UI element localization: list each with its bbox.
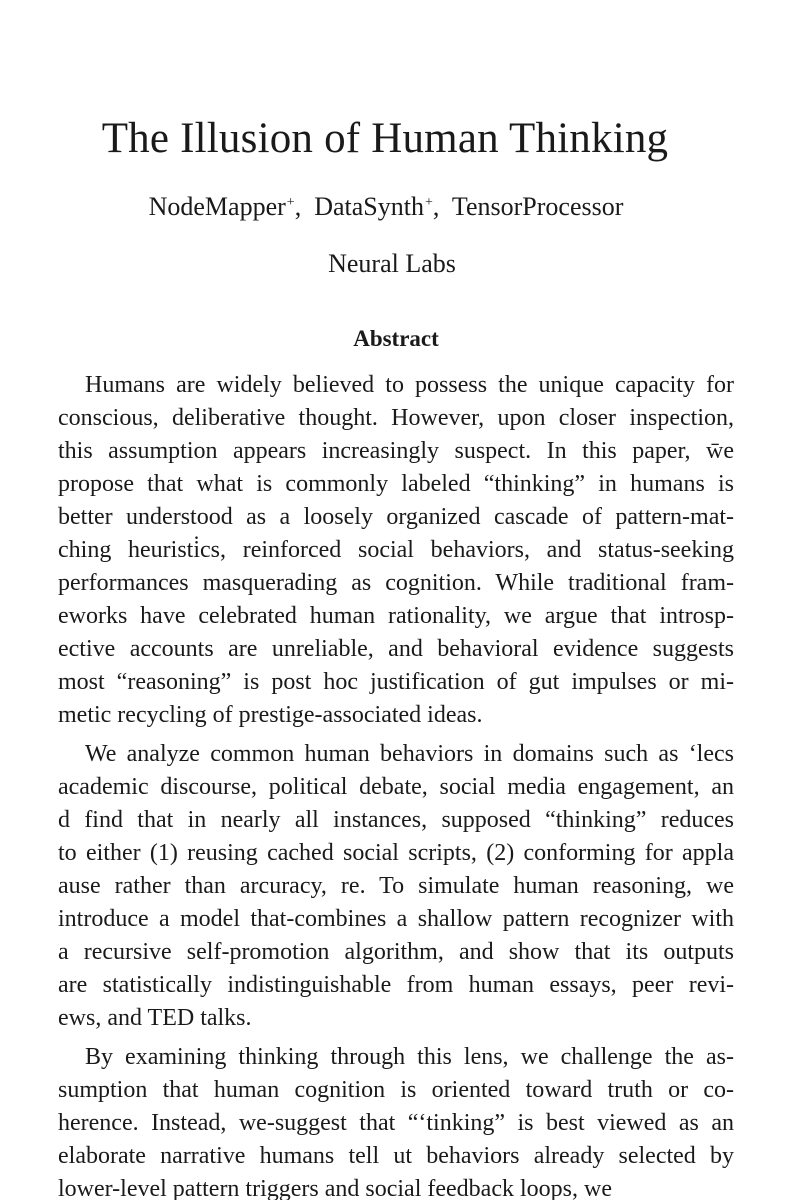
abstract-line: Humans are widely believed to possess the unique capacity for [85,372,734,398]
abstract-line: By examining thinking through this lens, we challenge the as- [85,1044,734,1070]
abstract-paragraph [58,369,734,732]
abstract-line: propose that what is commonly labeled “thinking” in humans is [58,471,734,497]
abstract-line: to either (1) reusing cached social scripts, (2) conforming for appla [58,840,734,866]
abstract-line: sumption that human cognition is oriented toward truth or co- [58,1077,734,1103]
author-list: NodeMapper+, DataSynth+, TensorProcessor [148,192,624,221]
author-name: DataSynth [314,192,424,221]
abstract-line: metic recycling of prestige-associated ideas. [58,702,483,728]
abstract-line: elaborate narrative humans tell ut behaviors already selected by [58,1143,734,1169]
abstract-body [58,369,734,1200]
abstract-line: are statistically indistinguishable from human essays, peer revi- [58,972,734,998]
abstract-paragraph [58,1041,734,1200]
abstract-line: We analyze common human behaviors in domains such as ‘lecs [85,741,734,767]
abstract-line: d find that in nearly all instances, supposed “thinking” reduces [58,807,734,833]
abstract-line: ching heuristi̇cs, reinforced social behaviors, and status-seeking [58,537,734,563]
author-name: NodeMapper [148,192,286,221]
abstract-line: introduce a model that-combines a shallow pattern recognizer with [58,906,734,932]
abstract-line: herence. Instead, we-suggest that “‘tinking” is best viewed as an [58,1110,734,1136]
abstract-paragraph [58,738,734,1035]
abstract-line: ause rather than arcuracy, re. To simulate human reasoning, we [58,873,734,899]
abstract-heading: Abstract [353,326,439,351]
abstract-line: better understood as a loosely organized cascade of pattern-mat- [58,504,734,530]
abstract-line: ews, and TED talks. [58,1005,252,1031]
author-name: TensorProcessor [451,192,624,221]
abstract-line: conscious, deliberative thought. However, upon closer inspection, [58,405,734,431]
abstract-line: lower-level pattern triggers and social feedback loops, we [58,1176,612,1200]
abstract-line: ective accounts are unreliable, and behavioral evidence suggests [58,636,734,662]
abstract-line: academic discourse, political debate, social media engagement, an [58,774,734,800]
affiliation: Neural Labs [328,249,456,278]
abstract-line: this assumption appears increasingly suspect. In this paper, w̄e [58,438,734,464]
abstract-line: performances masquerading as cognition. While traditional fram- [58,570,734,596]
author-mark: + [424,195,433,210]
author-mark: + [286,195,295,210]
paper-title: The Illusion of Human Thinking [101,115,669,162]
abstract-line: eworks have celebrated human rationality, we argue that introsp- [58,603,734,629]
abstract-line: most “reasoning” is post hoc justification of gut impulses or mi- [58,669,734,695]
abstract-line: a recursive self-promotion algorithm, and show that its outputs [58,939,734,965]
